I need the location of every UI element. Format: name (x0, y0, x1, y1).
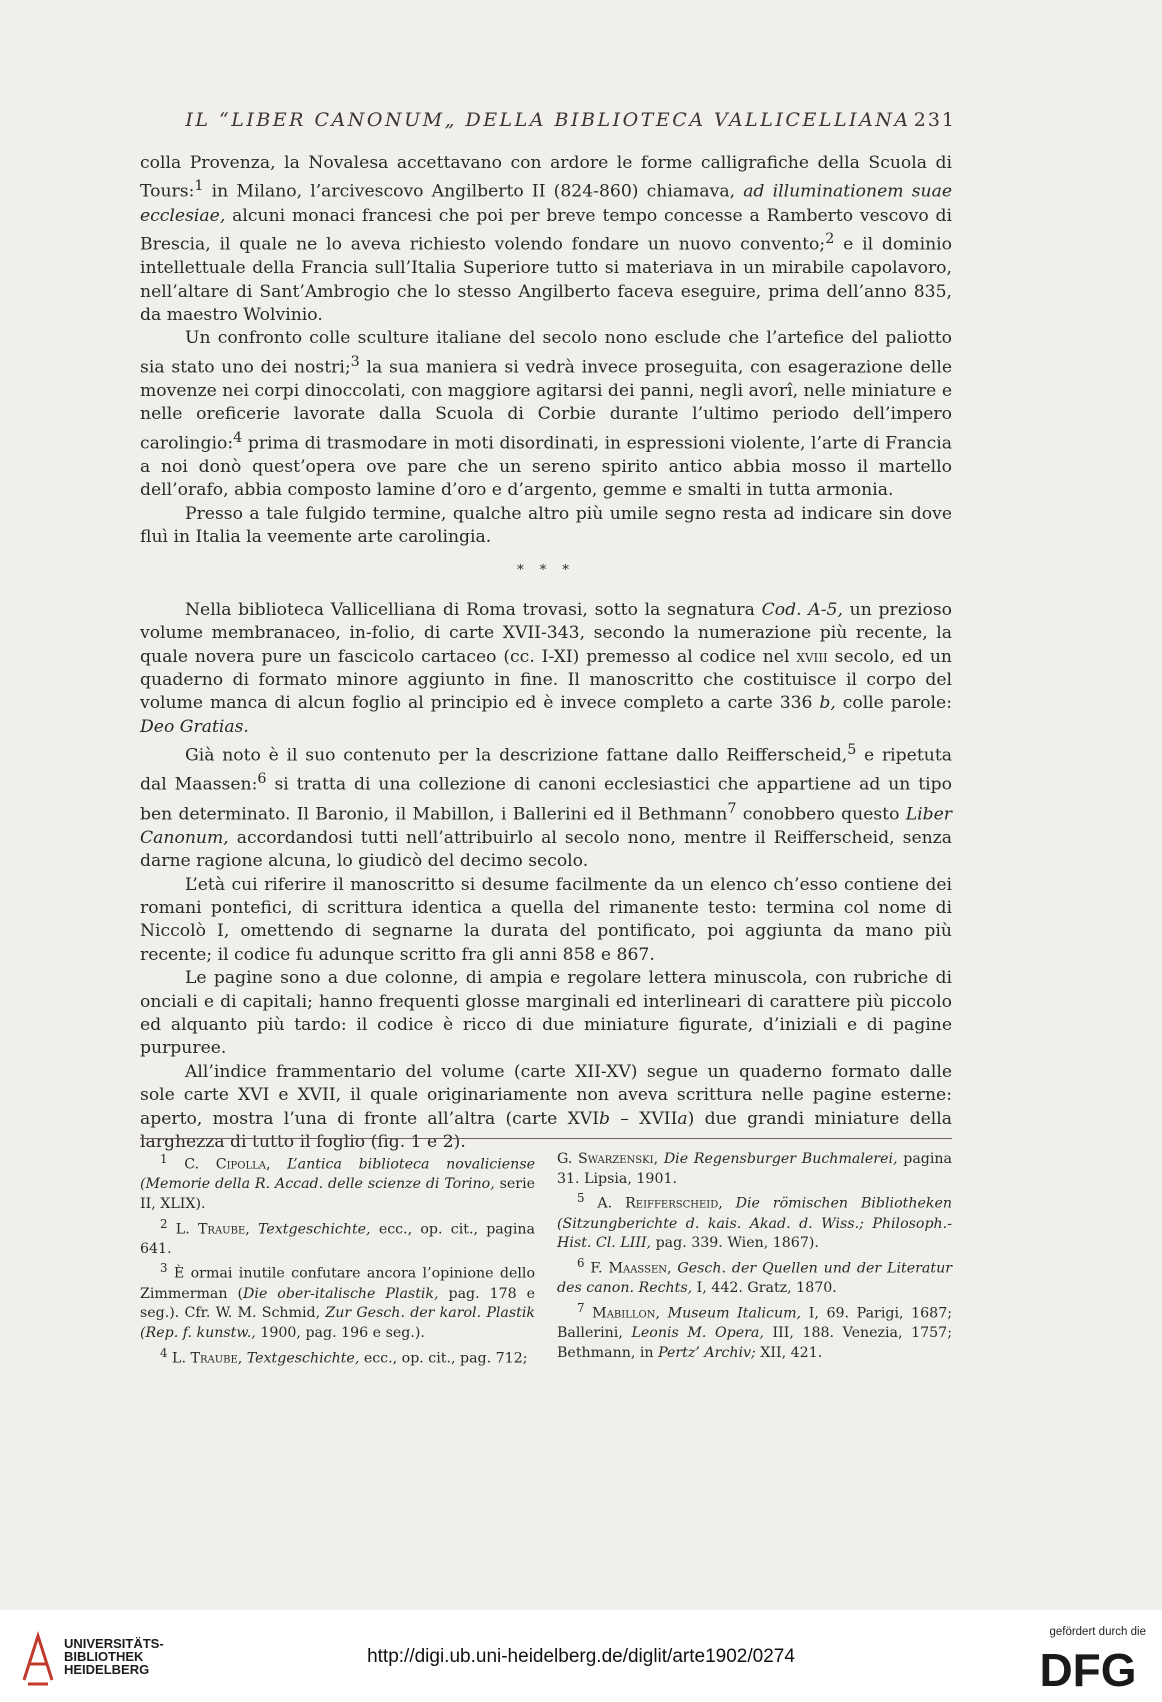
paragraph-5: Già noto è il suo contenuto per la descrizione fattane dallo Reifferscheid,$^5$ e ripetuta dal Maassen:$^6$ si tratta di una collezione di canoni ecclesiastici che appartiene ad un tipo ben determinato. Il Baronio, il Mabillon, i Ballerini ed il Bethmann$^7$ conobbero questo Liber Canonum, accordandosi tutti nell’attribuirlo al secolo nono, mentre il Reifferscheid, senza darne ragione alcuna, lo giudicò del decimo secolo. (140, 742, 953, 872)
running-header (140, 109, 956, 135)
running-title: IL “LIBER CANONUM„ DELLA BIBLIOTECA VALLICELLIANA (185, 109, 911, 131)
section-break-asterisks: * * * (517, 563, 575, 579)
footnote-5: $^5$ A. Reifferscheid, Die römischen Bibliotheken (Sitzungberichte d. kais. Akad. d. Wiss.; Philosoph.-Hist. Cl. LIII, pag. 339. Wien, 1867). (557, 1191, 952, 1252)
footnote-ref-5: 5 (847, 742, 857, 759)
footnote-ref-1: 1 (194, 178, 204, 195)
footnote-1: $^1$ C. Cipolla, L’antica biblioteca novaliciense (Memorie della R. Accad. delle scienze di Torino, serie II, XLIX). (140, 1152, 536, 1212)
footnote-6: $^6$ F. Maassen, Gesch. der Quellen und der Literatur des canon. Rechts, I, 442. Gratz, 1870. (557, 1255, 952, 1297)
footnote-7: $^7$ Mabillon, Museum Italicum, I, 69. Parigi, 1687; Ballerini, Leonis M. Opera, III, 188. Venezia, 1757; Bethmann, in Pertz’ Archiv; XII, 421. (557, 1300, 953, 1361)
footnote-ref-4: 4 (233, 429, 243, 446)
institution-name: UNIVERSITÄTS- BIBLIOTHEK HEIDELBERG (64, 1636, 164, 1677)
viewer-footer (0, 1610, 1162, 1702)
dfg-logo-icon (1030, 1644, 1146, 1692)
paragraph-6: L’età cui riferire il manoscritto si desume facilmente da un elenco ch’esso contiene dei romani pontefici, di scrittura identica a quella del rimanente testo: termina col nome di Niccolò I, omettendo di segnarne la durata del pontificato, poi aggiunta da mano più recente; il codice fu adunque scritto fra gli anni 858 e 867. (140, 874, 952, 965)
paragraph-7: Le pagine sono a due colonne, di ampia e regolare lettera minuscola, con rubriche di onciali e di capitali; hanno frequenti glosse marginali ed interlineari di carattere più piccolo ed alquanto più tardo: il codice è ricco di due miniature figurate, d’iniziali e di pagine purpuree. (140, 968, 952, 1059)
footnote-3: $^3$ È ormai inutile confutare ancora l’opinione dello Zimmerman (Die ober-italische Plastik, pag. 178 e seg.). Cfr. W. M. Schmid, Zur Gesch. der karol. Plastik (Rep. f. kunstw., 1900, pag. 196 e seg.). (140, 1261, 536, 1341)
footnote-rule (140, 1138, 952, 1139)
paragraph-1: colla Provenza, la Novalesa accettavano con ardore le forme calligrafiche della Scuola di Tours:$^1$ in Milano, l’arcivescovo Angilberto II (824-860) chiamava, ad illuminationem suae ecclesiae, alcuni monaci francesi che poi per breve tempo concesse a Ramberto vescovo di Brescia, il quale ne lo aveva richiesto volendo fondare un nuovo convento;$^2$ e il dominio intellettuale della Francia sull’Italia Superiore tutto si materiava in un mirabile capolavoro, nell’altare di Sant’Ambrogio che lo stesso Angilberto faceva eseguire, prima dell’anno 835, da maestro Wolvinio. (140, 153, 953, 325)
page-number: 231 (913, 109, 956, 131)
footnotes-right-column (557, 1150, 952, 1363)
paragraph-8: All’indice frammentario del volume (carte XII-XV) segue un quaderno formato dalle sole carte XVI e XVII, il quale originariamente non aveva scrittura nelle pagine esterne: aperto, mostra l’una di fronte all’altra (carte XVIb – XVIIa) due grandi miniature della larghezza di tutto il foglio (fig. 1 e 2). (140, 1061, 952, 1152)
footnote-ref-6: 6 (257, 771, 267, 788)
footnote-ref-2: 2 (825, 230, 835, 247)
funded-by-label: gefördert durch die (1049, 1626, 1146, 1638)
paragraph-4: Nella biblioteca Vallicelliana di Roma trovasi, sotto la segnatura Cod. A-5, un prezioso volume membranaceo, in-folio, di carte XVII-343, secondo la numerazione più recente, la quale novera pure un fascicolo cartaceo (cc. I-XI) premesso al codice nel xviii secolo, ed un quaderno di formato minore aggiunto in fine. Il manoscritto che costituisce il corpo del volume manca di alcun foglio al principio ed è invece completo a carte 336 b, colle parole: Deo Gratias. (140, 599, 953, 737)
svg-text:DFG: DFG (1039, 1644, 1137, 1692)
footnote-4-continued: G. Swarzenski, Die Regensburger Buchmalerei, pagina 31. Lipsia, 1901. (557, 1151, 953, 1187)
footnote-ref-7: 7 (727, 800, 737, 817)
paragraph-3: Presso a tale fulgido termine, qualche altro più umile segno resta ad indicare sin dove fluì in Italia la veemente arte carolingia. (140, 503, 952, 548)
main-text (140, 152, 952, 1154)
paragraph-2: Un confronto colle sculture italiane del secolo nono esclude che l’artefice del paliotto sia stato uno dei nostri;$^3$ la sua maniera si vedrà invece proseguita, con esagerazione delle movenze nei corpi dinoccolati, con maggiore agitarsi dei panni, negli avorî, nelle miniature e nelle oreficerie lavorate dalla Scuola di Corbie durante l’ultimo periodo dell’impero carolingio:$^4$ prima di trasmodare in moti disordinati, in espressioni violente, l’arte di Francia a noi donò quest’opera ove pare che un sereno spirito antico abbia mosso il martello dell’orafo, abbia composto lamine d’oro e d’argento, gemme e smalti in tutta armonia. (140, 328, 952, 501)
permalink-url[interactable]: http://digi.ub.uni-heidelberg.de/diglit/arte1902/0274 (367, 1646, 795, 1667)
footnotes-left-column (140, 1150, 535, 1369)
footnote-2: $^2$ L. Traube, Textgeschichte, ecc., op. cit., pagina 641. (140, 1216, 535, 1257)
footnote-ref-3: 3 (350, 353, 360, 370)
footnote-4: $^4$ L. Traube, Textgeschichte, ecc., op. cit., pag. 712; (160, 1345, 528, 1367)
